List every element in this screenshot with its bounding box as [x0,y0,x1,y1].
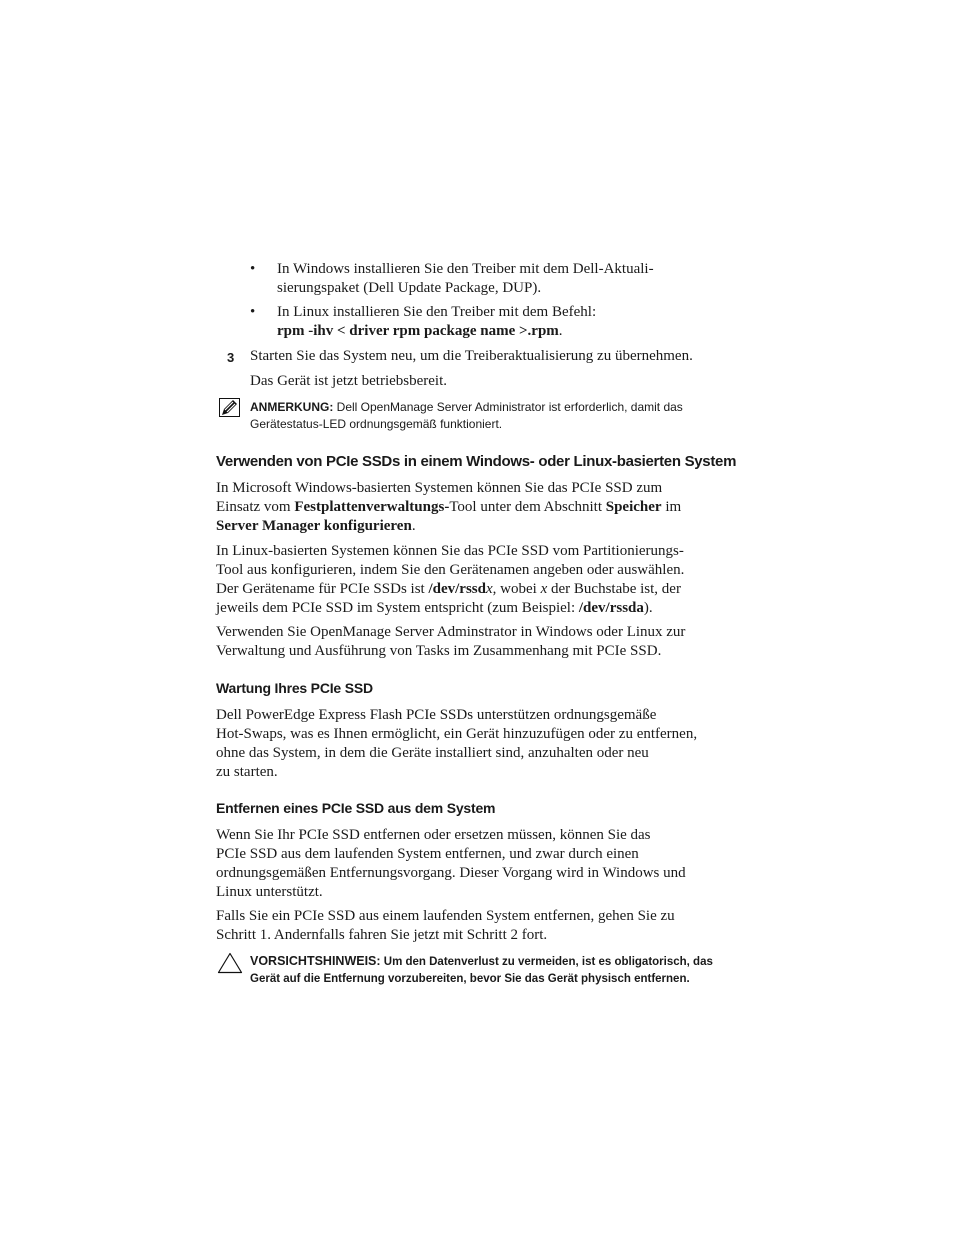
note-box [250,399,683,433]
caution-label: VORSICHTSHINWEIS: [250,954,381,968]
note-pencil-icon [219,398,241,418]
section-heading-windows-linux: Verwenden von PCIe SSDs in einem Windows- oder Linux-basierten System [216,453,737,470]
bullet-symbol: • [250,304,256,320]
caution-text: Gerät auf die Entfernung vorzubereiten, bevor Sie das Gerät physisch entfernen. [250,973,690,985]
bullet-line: In Linux installieren Sie den Treiber mit dem Befehl: [277,304,597,320]
caution-text: Um den Datenverlust zu vermeiden, ist es obligatorisch, das [380,956,713,968]
paragraph-removal: Wenn Sie Ihr PCIe SSD entfernen oder ersetzen müssen, können Sie das PCIe SSD aus dem laufenden System entfernen, und zwar durch einen ordnungsgemäßen Entfernungsvorgang. Dieser Vorgang wird in Windows und Linux unterstützt. [216,827,686,900]
step-number: 3 [227,350,235,365]
section-heading-maintenance: Wartung Ihres PCIe SSD [216,680,373,696]
bullet-line: sierungspaket (Dell Update Package, DUP). [277,280,542,296]
note-text: Gerätestatus-LED ordnungsgemäß funktioniert. [250,417,503,431]
paragraph-hotswap: Dell PowerEdge Express Flash PCIe SSDs unterstützen ordnungsgemäße Hot-Swaps, was es Ihnen ermöglicht, ein Gerät hinzuzufügen oder zu entfernen, ohne das System, in dem die Geräte installiert sind, anzuhalten oder neu zu starten. [216,707,698,780]
caution-triangle-icon [217,952,243,974]
paragraph-windows: In Microsoft Windows-basierten Systemen können Sie das PCIe SSD zum Einsatz vom Festplattenverwaltungs-Tool unter dem Abschnitt Speicher im Server Manager konfigurieren. [216,480,682,534]
command-line: rpm -ihv < driver rpm package name >.rpm. [277,323,563,339]
bullet-item-windows [277,260,654,298]
step-followup: Das Gerät ist jetzt betriebsbereit. [250,373,448,389]
bullet-line: In Windows installieren Sie den Treiber mit dem Dell-Aktuali- [277,261,654,277]
paragraph-linux: In Linux-basierten Systemen können Sie das PCIe SSD vom Partitionierungs- Tool aus konfigurieren, indem Sie den Gerätenamen angeben oder auswählen. Der Gerätename für PCIe SSDs ist /dev/rssdx, wobei x der Buchstabe ist, der jeweils dem PCIe SSD im System entspricht (zum Beispiel: /dev/rssda). [216,543,685,616]
step-text: Starten Sie das System neu, um die Treiberaktualisierung zu übernehmen. [250,348,693,364]
paragraph-openmanage: Verwenden Sie OpenManage Server Adminstrator in Windows oder Linux zur Verwaltung und Ausführung von Tasks im Zusammenhang mit PCIe SSD. [216,624,686,659]
paragraph-steps: Falls Sie ein PCIe SSD aus einem laufenden System entfernen, gehen Sie zu Schritt 1. Andernfalls fahren Sie jetzt mit Schritt 2 fort. [216,908,675,943]
note-text: Dell OpenManage Server Administrator ist erforderlich, damit das [333,400,683,414]
caution-box [250,953,713,988]
bullet-symbol: • [250,261,256,277]
section-heading-removal: Entfernen eines PCIe SSD aus dem System [216,800,496,816]
bullet-item-linux [277,303,596,341]
note-label: ANMERKUNG: [250,400,334,414]
rpm-command: rpm -ihv < driver rpm package name >.rpm [277,323,559,339]
